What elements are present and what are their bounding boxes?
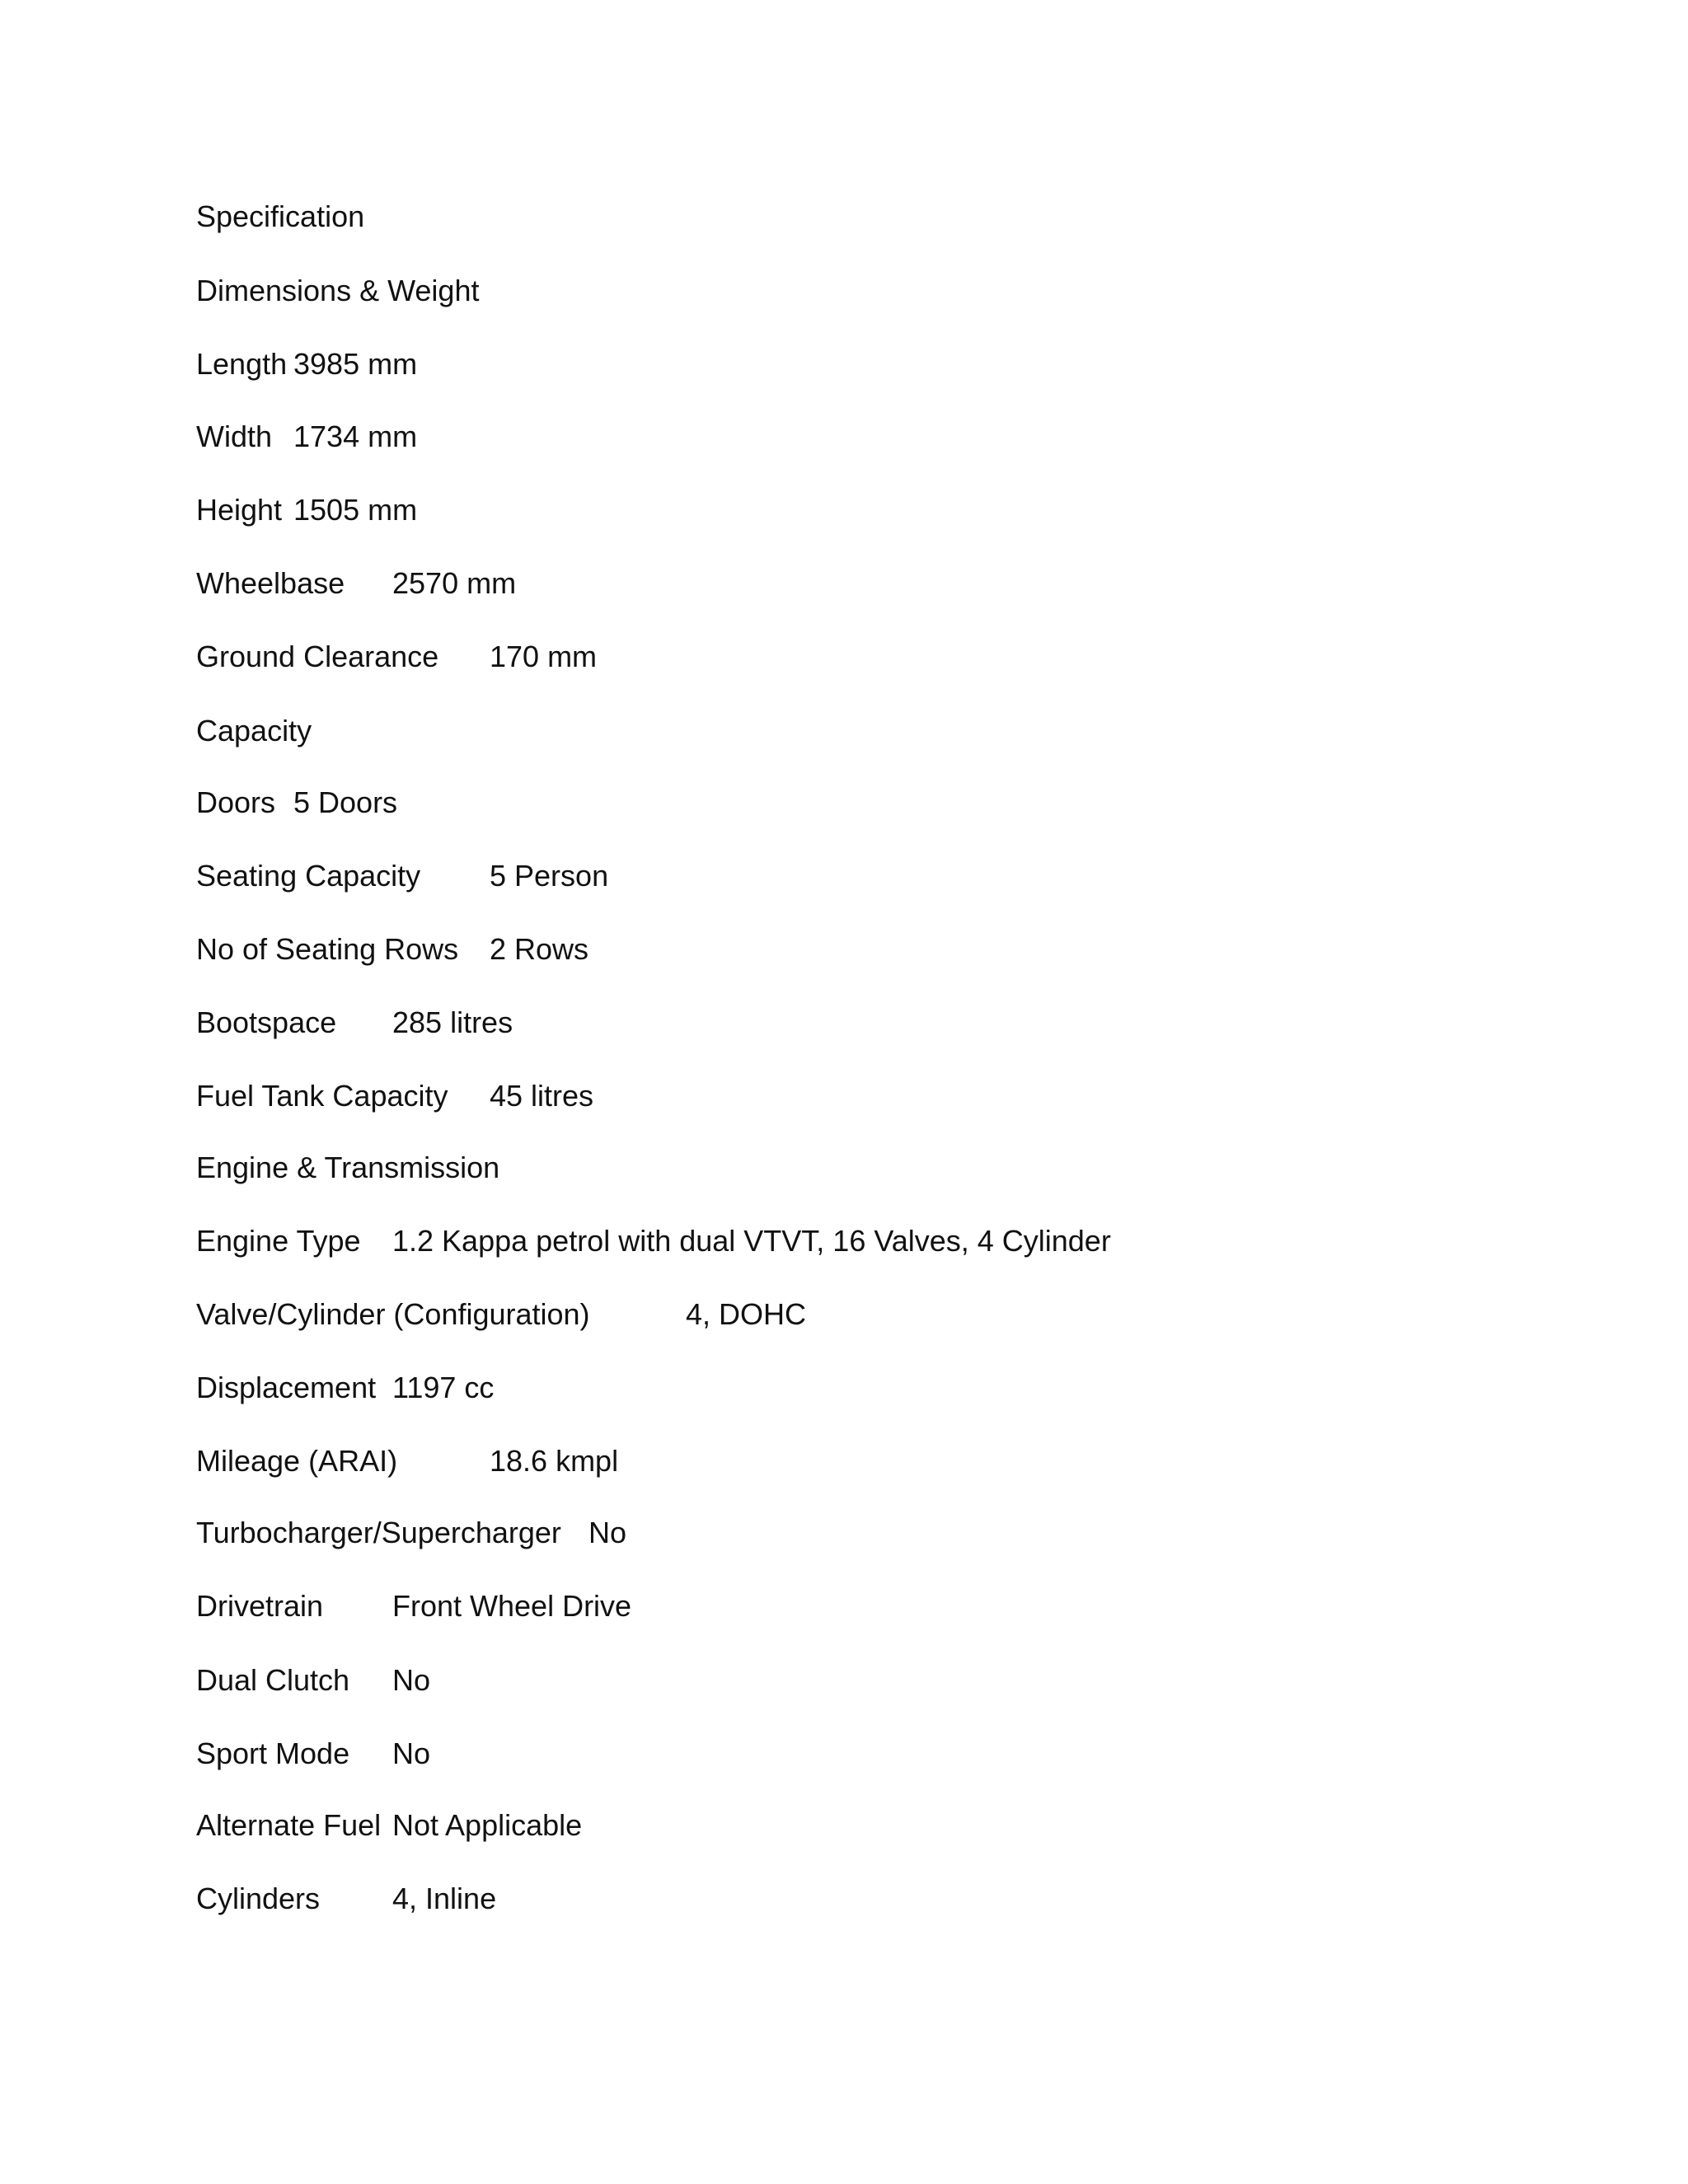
spec-row-engine-type — [196, 1216, 1111, 1266]
spec-value: 5 Person — [490, 859, 609, 893]
spec-value: 45 litres — [490, 1079, 594, 1113]
spec-label: Valve/Cylinder (Configuration) — [196, 1297, 590, 1331]
spec-value: 4, Inline — [392, 1882, 497, 1915]
spec-value: 1.2 Kappa petrol with dual VTVT, 16 Valves, 4 Cylinder — [392, 1224, 1111, 1258]
spec-value: 170 mm — [490, 640, 598, 673]
spec-row-length — [196, 340, 418, 389]
spec-label: Bootspace — [196, 1005, 337, 1039]
spec-label: Engine Type — [196, 1224, 361, 1258]
spec-row-turbocharger — [196, 1508, 627, 1558]
spec-value: 2570 mm — [392, 566, 517, 600]
spec-value: 1197 cc — [392, 1371, 495, 1404]
spec-row-bootspace — [196, 998, 513, 1047]
spec-row-dual-clutch — [196, 1656, 431, 1705]
spec-value: No — [392, 1663, 431, 1697]
section-heading-dimensions-weight: Dimensions & Weight — [196, 274, 480, 307]
spec-row-displacement — [196, 1363, 495, 1413]
spec-row-fuel-tank-capacity — [196, 1071, 594, 1121]
spec-row-wheelbase — [196, 559, 517, 608]
document-title: Specification — [196, 199, 365, 233]
spec-value: 285 litres — [392, 1005, 513, 1039]
spec-row-seating-rows — [196, 925, 589, 974]
spec-label: Alternate Fuel — [196, 1808, 382, 1842]
spec-label: Cylinders — [196, 1882, 321, 1915]
spec-value: 1505 mm — [293, 493, 418, 527]
spec-label: Drivetrain — [196, 1589, 324, 1623]
spec-value: No — [588, 1516, 627, 1549]
spec-value: 5 Doors — [293, 785, 398, 819]
spec-label: Height — [196, 493, 283, 527]
spec-value: No — [392, 1736, 431, 1770]
spec-row-mileage — [196, 1436, 619, 1486]
spec-label: Sport Mode — [196, 1736, 350, 1770]
spec-row-ground-clearance — [196, 632, 598, 682]
spec-value: Not Applicable — [392, 1808, 583, 1842]
spec-value: 1734 mm — [293, 419, 418, 453]
spec-row-valve-cylinder — [196, 1290, 807, 1339]
spec-label: No of Seating Rows — [196, 932, 459, 966]
spec-value: Front Wheel Drive — [392, 1589, 632, 1623]
spec-label: Width — [196, 419, 273, 453]
spec-label: Fuel Tank Capacity — [196, 1079, 448, 1113]
spec-label: Length — [196, 347, 288, 381]
section-heading-engine-transmission: Engine & Transmission — [196, 1151, 500, 1184]
spec-label: Doors — [196, 785, 276, 819]
spec-label: Dual Clutch — [196, 1663, 350, 1697]
section-heading-capacity: Capacity — [196, 714, 312, 748]
spec-label: Wheelbase — [196, 566, 345, 600]
spec-value: 3985 mm — [293, 347, 418, 381]
spec-label: Displacement — [196, 1371, 377, 1404]
spec-value: 4, DOHC — [686, 1297, 807, 1331]
spec-row-alternate-fuel — [196, 1801, 583, 1850]
spec-label: Ground Clearance — [196, 640, 439, 673]
spec-row-height — [196, 485, 418, 535]
spec-label: Turbocharger/Supercharger — [196, 1516, 561, 1549]
spec-value: 2 Rows — [490, 932, 589, 966]
spec-row-seating-capacity — [196, 851, 609, 901]
spec-row-doors — [196, 778, 398, 827]
spec-row-drivetrain — [196, 1582, 632, 1631]
spec-row-cylinders — [196, 1874, 497, 1924]
spec-row-width — [196, 412, 418, 462]
spec-label: Seating Capacity — [196, 859, 421, 893]
spec-value: 18.6 kmpl — [490, 1444, 619, 1478]
spec-label: Mileage (ARAI) — [196, 1444, 398, 1478]
spec-row-sport-mode — [196, 1729, 431, 1779]
